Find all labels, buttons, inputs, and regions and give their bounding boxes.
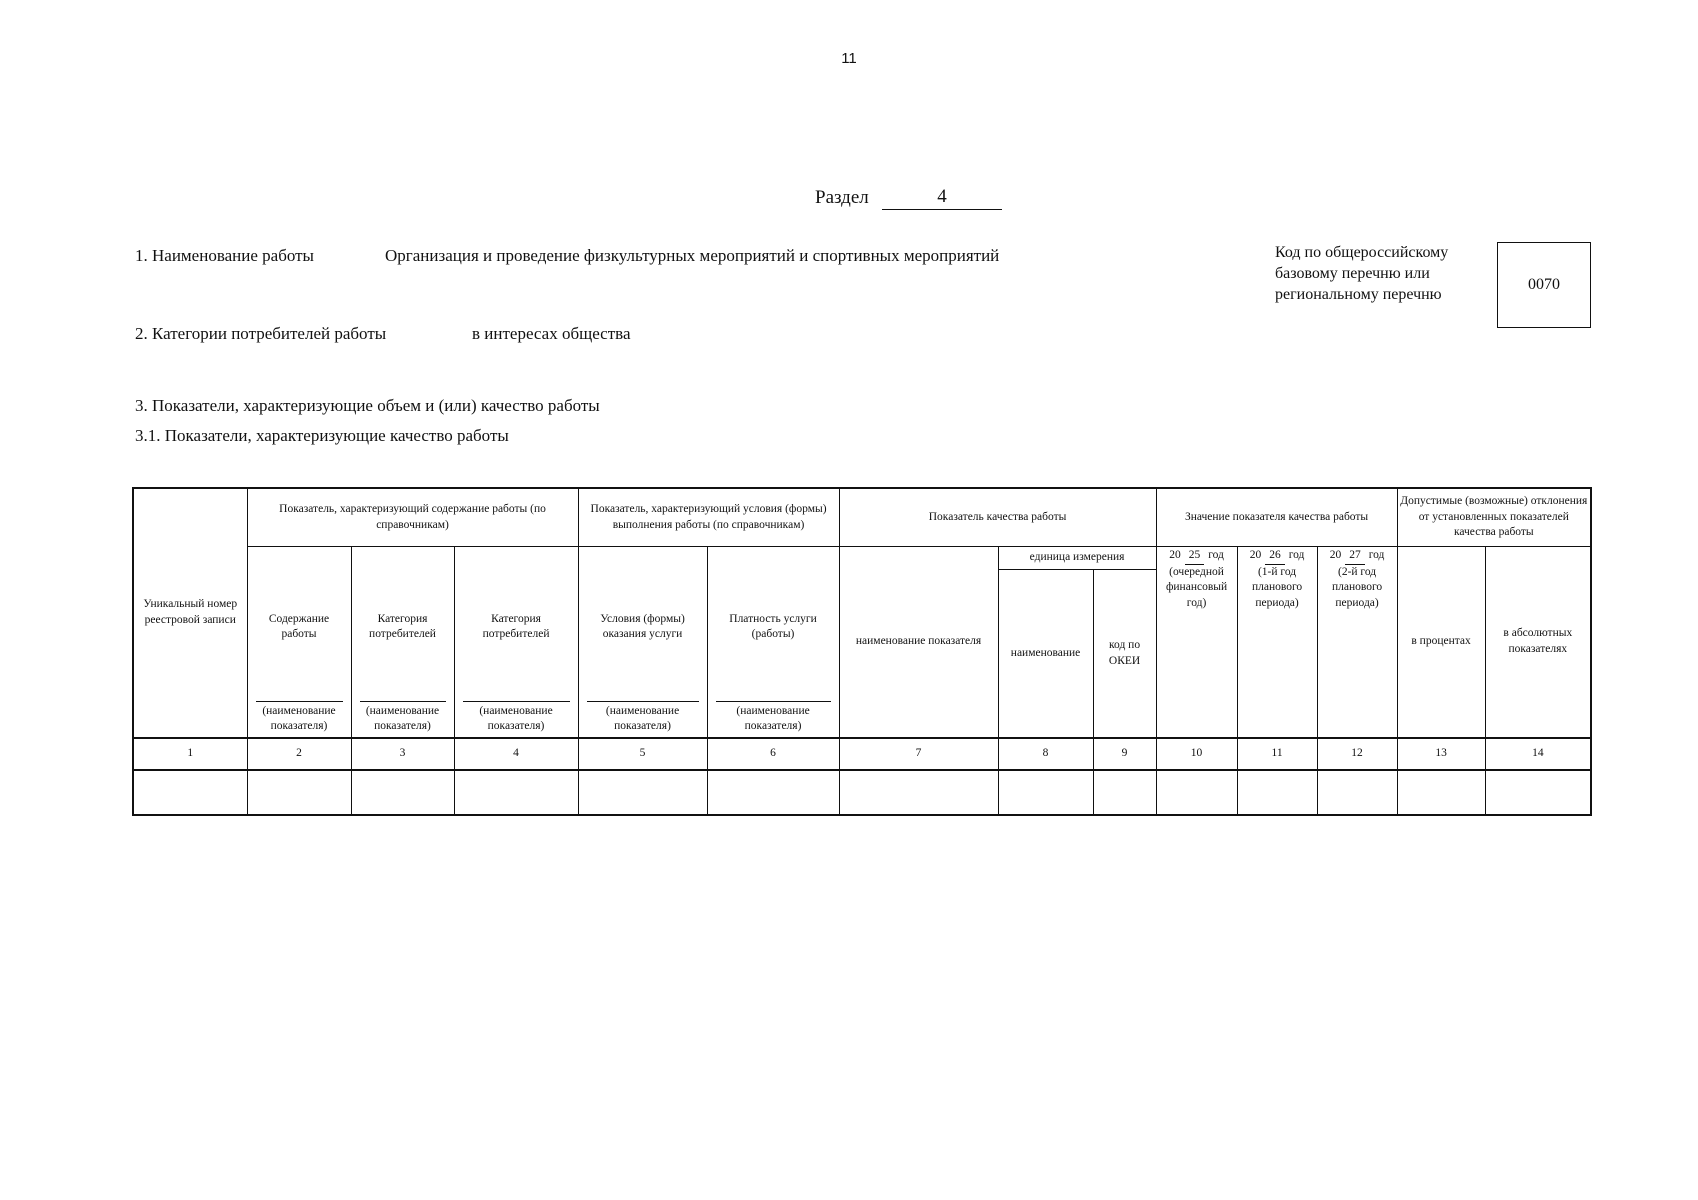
- year3-word: год: [1368, 549, 1385, 561]
- table-cell: [351, 770, 454, 815]
- table-cell: [839, 770, 998, 815]
- col6-indicator: (наименование показателя): [716, 701, 831, 735]
- section-number: 4: [882, 186, 1002, 210]
- code-box: [1497, 242, 1591, 328]
- consumers-value: в интересах общества: [472, 324, 631, 343]
- quality-name-header: наименование показателя: [839, 547, 998, 739]
- col-number: 14: [1485, 738, 1591, 770]
- unit-header: единица измерения: [998, 547, 1156, 570]
- year1-number: 25: [1185, 548, 1205, 565]
- col5-header: [578, 547, 707, 739]
- col-number: 2: [247, 738, 351, 770]
- year2-header: [1237, 547, 1317, 739]
- table-cell: [133, 770, 247, 815]
- unit-code-header: код по ОКЕИ: [1093, 570, 1156, 739]
- code-label: Код по общероссийскому базовому перечню или региональному перечню: [1275, 244, 1449, 303]
- year3-prefix: 20: [1329, 549, 1342, 561]
- col-number: 7: [839, 738, 998, 770]
- section-label: Раздел: [815, 187, 869, 208]
- table-cell: [1093, 770, 1156, 815]
- col4-indicator: (наименование показателя): [463, 701, 570, 735]
- col3-indicator: (наименование показателя): [360, 701, 446, 735]
- table-cell: [1317, 770, 1397, 815]
- col3-title: Категория потребителей: [369, 612, 436, 641]
- consumers-label: 2. Категории потребителей работы: [135, 324, 387, 343]
- quality-table: [132, 487, 1592, 816]
- heading-3-1: 3.1. Показатели, характеризующие качество работы: [135, 426, 509, 445]
- year3-number: 27: [1345, 548, 1365, 565]
- deviation-group-header: Допустимые (возможные) отклонения от установленных показателей качества работы: [1397, 488, 1591, 547]
- col6-header: [707, 547, 839, 739]
- table-cell: [454, 770, 578, 815]
- table-cell: [998, 770, 1093, 815]
- col5-indicator: (наименование показателя): [587, 701, 699, 735]
- unit-name-header: наименование: [998, 570, 1093, 739]
- col5-title: Условия (формы) оказания услуги: [600, 612, 685, 641]
- content-group-header: Показатель, характеризующий содержание работы (по справочникам): [247, 488, 578, 547]
- work-name-label: 1. Наименование работы: [135, 246, 314, 265]
- heading-3: 3. Показатели, характеризующие объем и (или) качество работы: [135, 396, 600, 415]
- col-number: 5: [578, 738, 707, 770]
- col-number: 12: [1317, 738, 1397, 770]
- table-cell: [1485, 770, 1591, 815]
- col2-indicator: (наименование показателя): [256, 701, 343, 735]
- year1-word: год: [1208, 549, 1224, 561]
- col2-title: Содержание работы: [268, 612, 330, 641]
- table-cell: [707, 770, 839, 815]
- col-number: 1: [133, 738, 247, 770]
- table-cell: [578, 770, 707, 815]
- col-number: 4: [454, 738, 578, 770]
- table-cell: [1156, 770, 1237, 815]
- col4-header: [454, 547, 578, 739]
- year1-note: (очередной финансовый год): [1165, 565, 1228, 609]
- year1-prefix: 20: [1169, 549, 1181, 561]
- table-cell: [1237, 770, 1317, 815]
- year2-number: 26: [1265, 548, 1285, 565]
- table-row: [133, 770, 1591, 815]
- col-number: 8: [998, 738, 1093, 770]
- dev-absolute-header: в абсолютных показателях: [1485, 547, 1591, 739]
- dev-percent-header: в процентах: [1397, 547, 1485, 739]
- col-number: 9: [1093, 738, 1156, 770]
- year2-word: год: [1288, 549, 1305, 561]
- col3-header: [351, 547, 454, 739]
- page-number: 11: [841, 50, 857, 67]
- col-number: 13: [1397, 738, 1485, 770]
- code-value: 0070: [1528, 276, 1560, 293]
- col4-title: Категория потребителей: [482, 612, 550, 641]
- conditions-group-header: Показатель, характеризующий условия (формы) выполнения работы (по справочникам): [578, 488, 839, 547]
- table-cell: [247, 770, 351, 815]
- unique-number-header: Уникальный номер реестровой записи: [133, 488, 247, 738]
- col6-title: Платность услуги (работы): [729, 612, 817, 641]
- work-name-value: Организация и проведение физкультурных мероприятий и спортивных мероприятий: [385, 246, 1000, 265]
- col-number: 11: [1237, 738, 1317, 770]
- col-number: 3: [351, 738, 454, 770]
- col2-header: [247, 547, 351, 739]
- value-group-header: Значение показателя качества работы: [1156, 488, 1397, 547]
- col-number: 10: [1156, 738, 1237, 770]
- col-number: 6: [707, 738, 839, 770]
- year2-prefix: 20: [1249, 549, 1262, 561]
- year1-header: [1156, 547, 1237, 739]
- year3-note: (2-й год планового периода): [1331, 565, 1383, 609]
- table-cell: [1397, 770, 1485, 815]
- quality-group-header: Показатель качества работы: [839, 488, 1156, 547]
- year3-header: [1317, 547, 1397, 739]
- year2-note: (1-й год планового периода): [1251, 565, 1303, 609]
